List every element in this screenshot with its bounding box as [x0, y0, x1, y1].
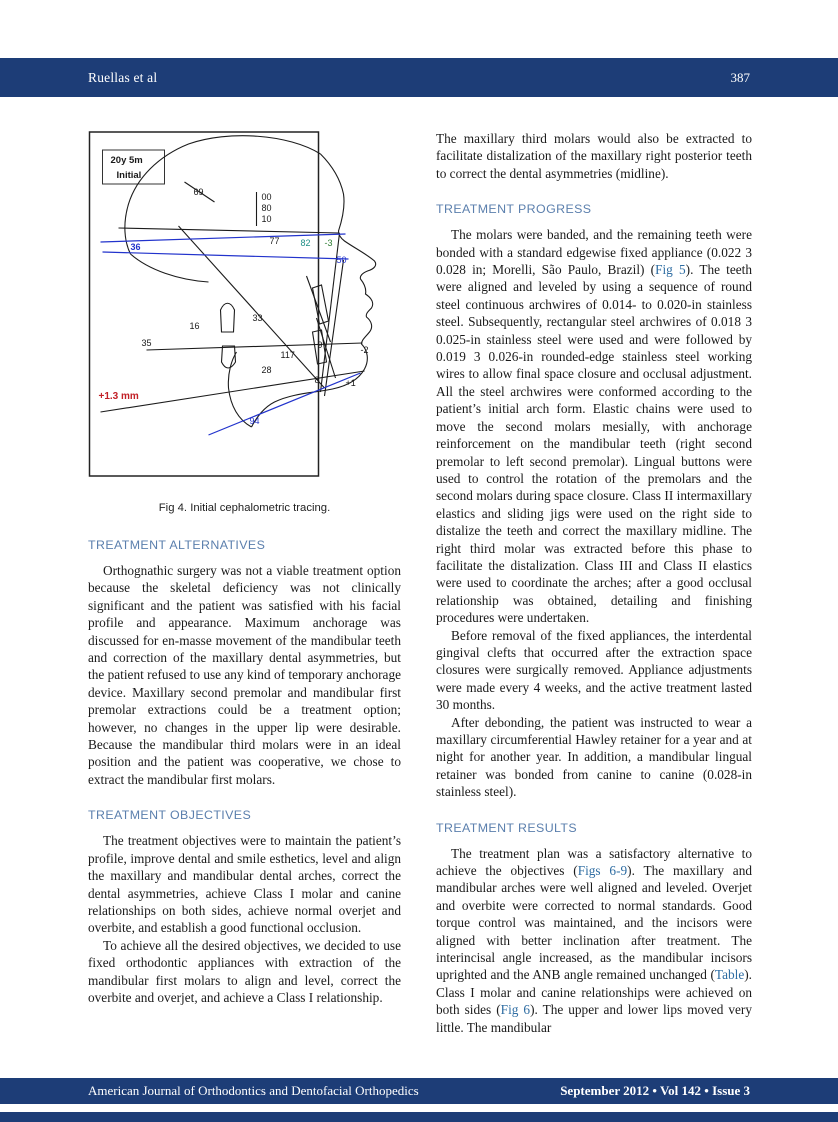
- figure-measurement-label: 82: [300, 238, 311, 248]
- figure-measurement-label: 77: [269, 236, 280, 246]
- paragraph: To achieve all the desired objectives, we decided to use fixed orthodontic appliances with extraction of the mandibular first molars to align and level, correct the overbite and overjet, and achieve a Class I relationship.: [88, 937, 401, 1005]
- figure-caption: [88, 502, 401, 514]
- paragraph: Orthognathic surgery was not a viable treatment option because the skeletal deficiency was not clinically significant and the patient was satisfied with his facial profile and appearance. Maximum anchorage was discussed for en-masse movement of the mandibular teeth and correction of the maxillary dental asymmetries, but the patient refused to use any kind of temporary anchorage device. Maxillary second premolar and mandibular first premolar extractions could be a treatment option; however, no changes in the upper lip were desirable. Because the mandibular third molars were in an ideal position and the patient was cooperative, we chose to extract the mandibular first molars.: [88, 563, 401, 787]
- figure-measurement-label: 80: [261, 203, 272, 213]
- figure-measurement-label: 00: [261, 192, 272, 202]
- page-header-band: [0, 58, 838, 97]
- figure-reference-link[interactable]: Figs 6-9: [577, 863, 628, 879]
- left-column: [88, 130, 401, 1036]
- running-head: Ruellas et al: [88, 69, 158, 85]
- journal-name: American Journal of Orthodontics and Dentofacial Orthopedics: [88, 1083, 419, 1098]
- figure-measurement-label: 16: [189, 321, 200, 331]
- figure-4-block: [88, 130, 401, 514]
- figure-measurement-label: 20y 5m: [110, 155, 143, 166]
- figure-caption-text: Initial cephalometric tracing.: [190, 502, 331, 514]
- section-heading: TREATMENT RESULTS: [436, 820, 578, 835]
- figure-measurement-label: +1: [345, 378, 356, 388]
- figure-measurement-label: 10: [261, 214, 272, 224]
- figure-measurement-label: 35: [141, 338, 152, 348]
- figure-measurement-label: -3: [324, 238, 333, 248]
- tracing-measurement-labels: [99, 155, 369, 426]
- bottom-border-strip: [0, 1112, 838, 1122]
- cephalometric-tracing-figure: [88, 130, 401, 480]
- figure-measurement-label: 117: [280, 350, 295, 360]
- figure-measurement-label: 8: [314, 375, 320, 385]
- section-heading: TREATMENT PROGRESS: [436, 202, 592, 217]
- paragraph: The treatment plan was a satisfactory alternative to achieve the objectives (Figs 6-9). The maxillary and mandibular arches were well aligned and leveled. Overjet and overbite were corrected to normal standards. Good torque control was maintained, and the incisors were aligned with better inclination after treatment. The interincisal angle increased, as the mandibular incisors uprighted and the ANB angle remained unchanged (Table). Class I molar and canine relationships were achieved on both sides (Fig 6). The upper and lower lips moved very little. The mandibular: [436, 845, 753, 1035]
- section-heading: TREATMENT ALTERNATIVES: [88, 538, 266, 552]
- page-footer-band: [0, 1078, 838, 1104]
- paragraph: The maxillary third molars would also be extracted to facilitate distalization of the maxillary right posterior teeth to correct the dental asymmetries (midline).: [436, 131, 752, 181]
- right-column: [436, 130, 752, 1036]
- figure-measurement-label: 94: [249, 416, 260, 426]
- figure-measurement-label: 33: [252, 313, 263, 323]
- article-body: [88, 130, 752, 1036]
- paragraph: After debonding, the patient was instructed to wear a maxillary circumferential Hawley retainer for a year and at night for another year. In addition, a mandibular lingual retainer was bonded from canine to canine (0.028-in stainless steel).: [436, 714, 752, 800]
- issue-info: September 2012 • Vol 142 • Issue 3: [560, 1083, 750, 1098]
- section-heading: TREATMENT OBJECTIVES: [88, 808, 252, 823]
- figure-measurement-label: 9: [317, 340, 323, 350]
- paragraph: Before removal of the fixed appliances, the interdental gingival clefts that occurred after the extraction space closures were surgically removed. Appliance adjustments were made every 4 weeks, and the active treatment lasted 30 months.: [436, 627, 752, 713]
- figure-measurement-label: 28: [261, 365, 272, 375]
- figure-measurement-label: Initial: [116, 170, 142, 181]
- left-column-sections: [88, 538, 401, 1006]
- page-number: 387: [730, 69, 750, 85]
- figure-reference-link[interactable]: Fig 6: [500, 1002, 531, 1018]
- right-column-sections: [436, 130, 752, 1036]
- figure-measurement-label: 50: [336, 255, 347, 265]
- figure-measurement-label: 69: [193, 187, 204, 197]
- figure-caption-label: Fig 4.: [158, 502, 188, 514]
- paragraph: The molars were banded, and the remaining teeth were bonded with a standard edgewise fixed appliance (0.022 3 0.028 in; Morelli, São Paulo, Brazil) (Fig 5). The teeth were aligned and leveled by using a sequence of round steel continuous archwires of 0.014- to 0.020-in stainless steel. Subsequently, rectangular steel archwires of 0.018 3 0.025-in stainless steel were used and were followed by 0.019 3 0.026-in rounded-edge stainless steel working wires to allow final space closure and occlusal adjustment. All the steel archwires were conformed according to the patient’s initial arch form. Elastic chains were used to move the second molars mesially, with anchorage reinforcement on the mandibular teeth (right second premolar to left second premolar). Lingual buttons were used to control the rotation of the premolars and the second molars during space closure. Class II intermaxillary elastics and sliding jigs were used on the right side to distalize the teeth and correct the maxillary midline. The right third molar was extracted before this phase to facilitate the distalization. Class III and Class II elastics were used to coordinate the arches; after a good occlusal relationship was obtained, detailing and finishing procedures were undertaken.: [436, 227, 752, 626]
- figure-reference-link[interactable]: Table: [714, 967, 745, 983]
- figure-measurement-label: +1.3 mm: [98, 391, 139, 402]
- figure-reference-link[interactable]: Fig 5: [655, 262, 686, 278]
- figure-measurement-label: -2: [360, 345, 369, 355]
- figure-measurement-label: 36: [130, 242, 141, 252]
- paragraph: The treatment objectives were to maintain the patient’s profile, improve dental and smile esthetics, level and align the maxillary and mandibular dental arches, correct the dental asymmetries, achieve Class I molar and canine relationships on both sides, achieve normal overjet and overbite, and establish a good functional occlusion.: [88, 833, 401, 936]
